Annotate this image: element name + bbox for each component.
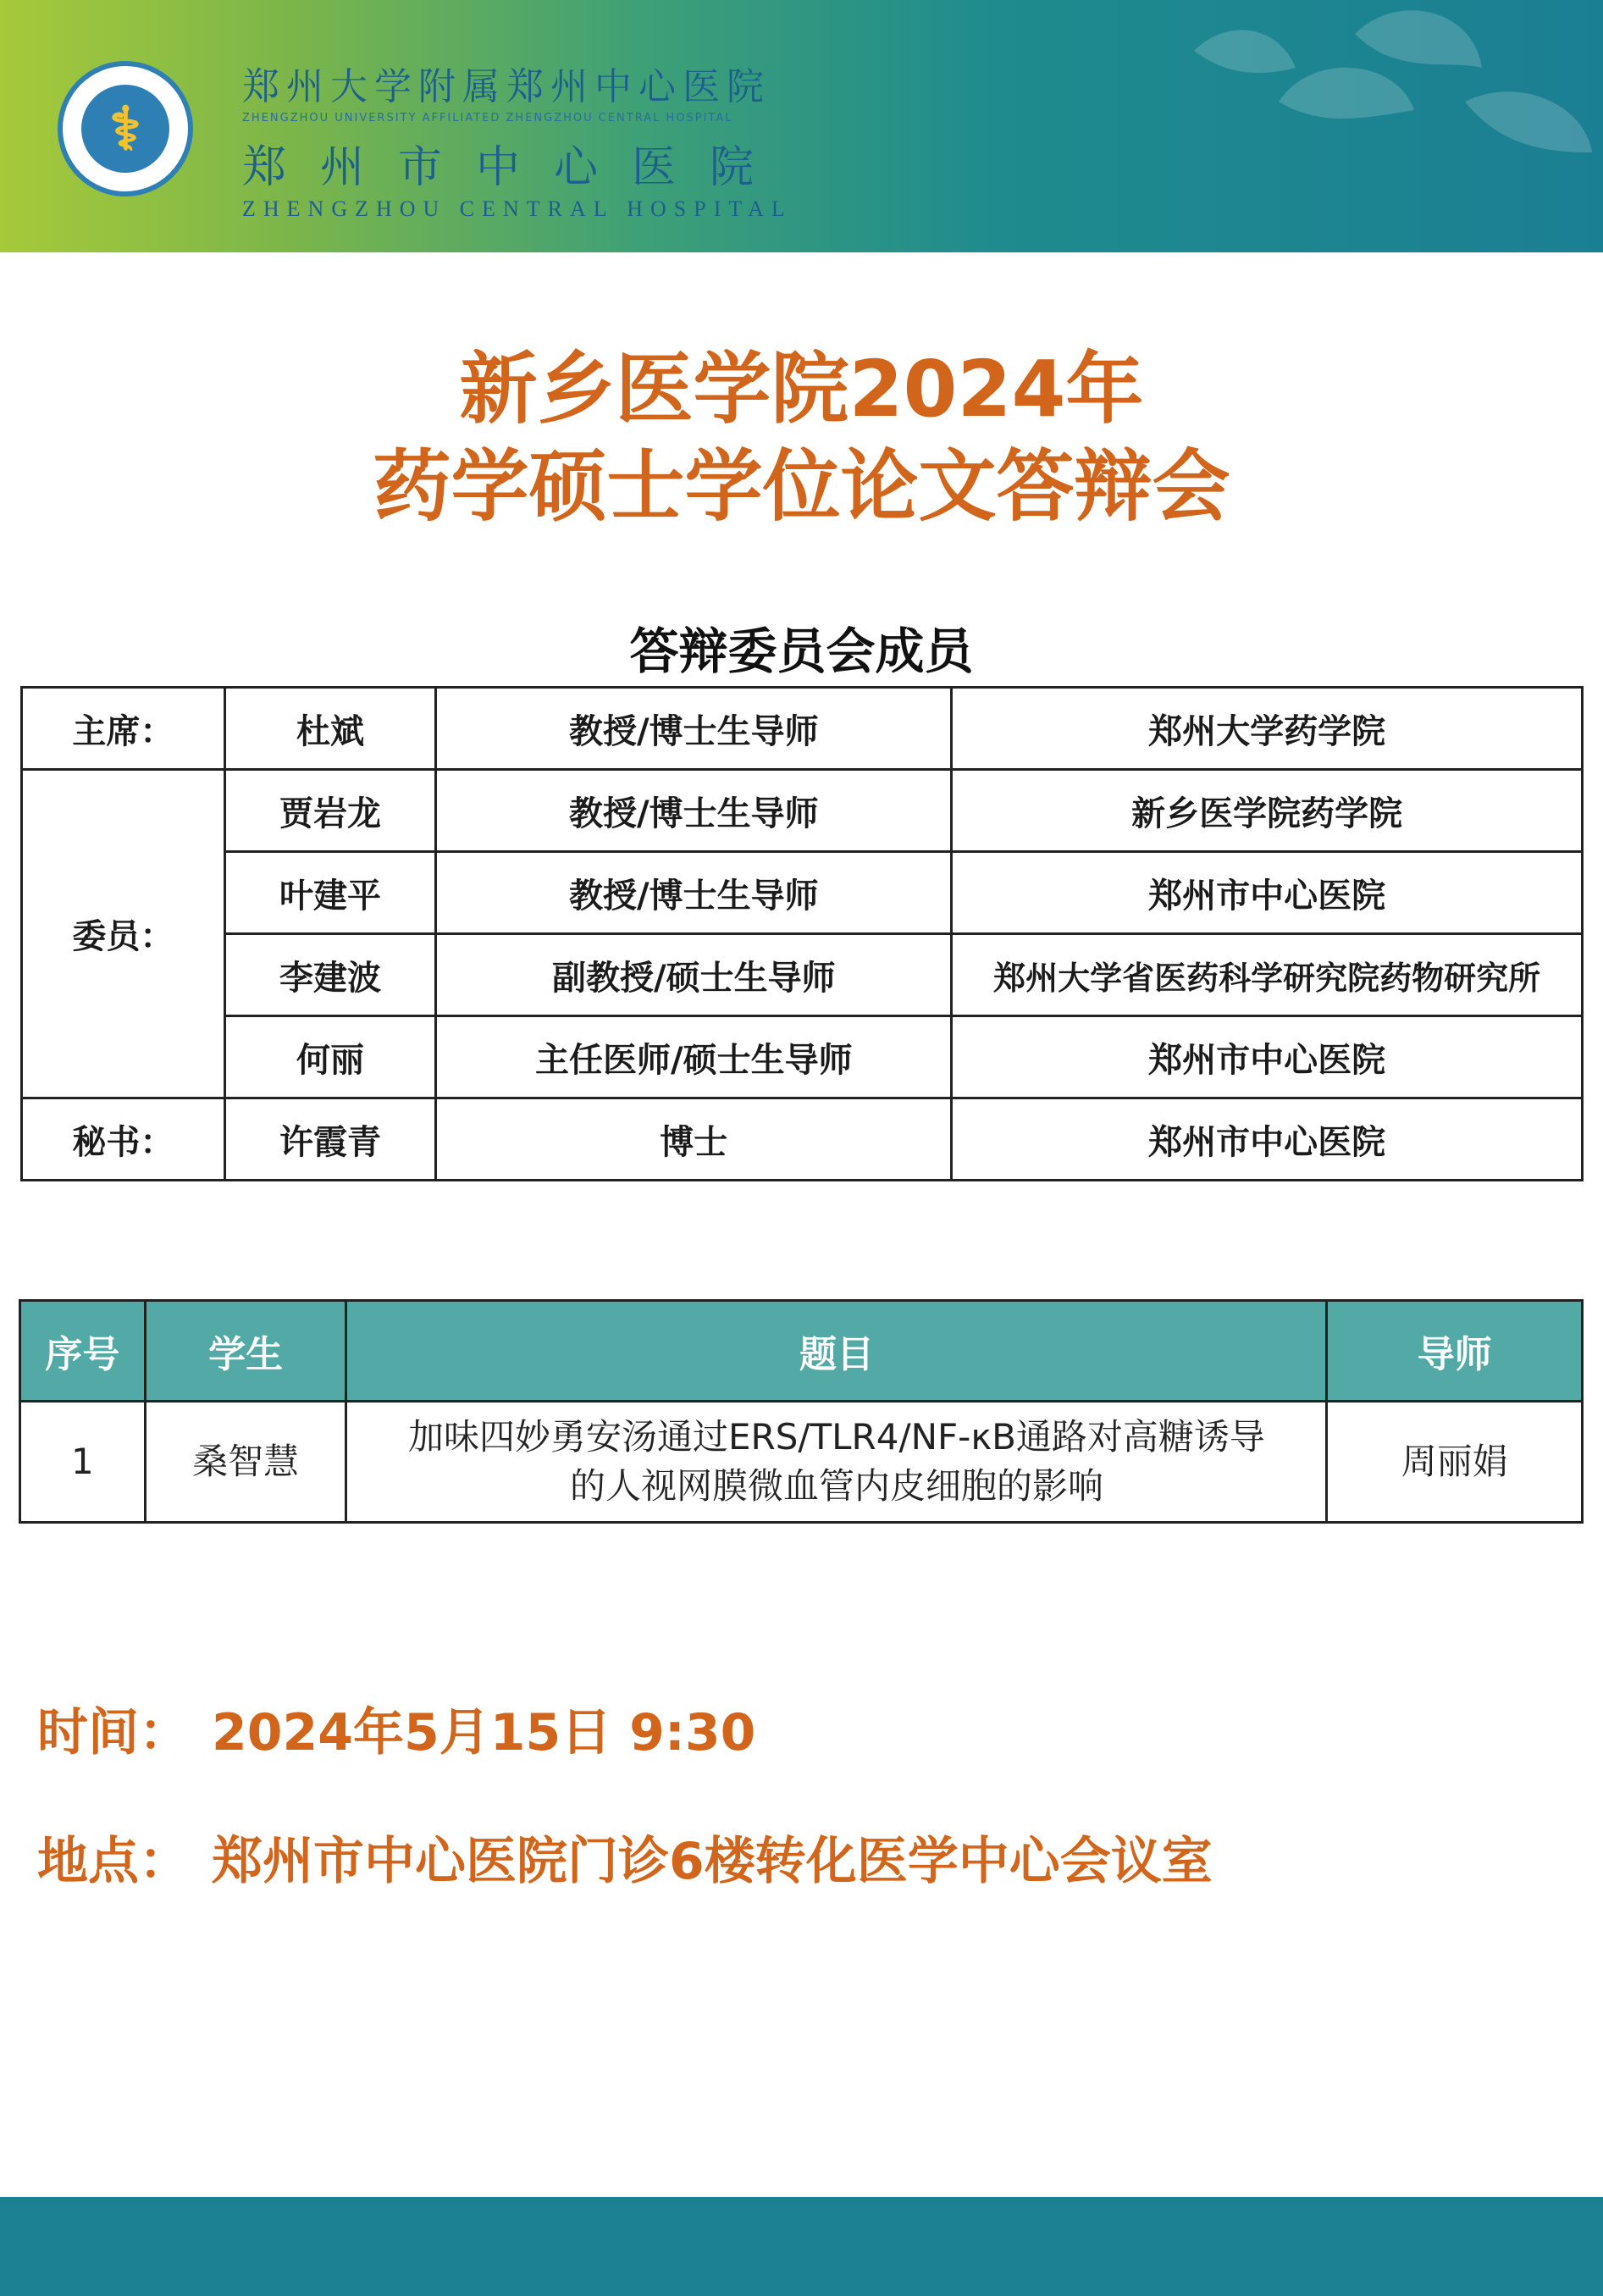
time-value: 2024年5月15日 9:30 xyxy=(212,1703,756,1762)
title-cell: 主任医师/硕士生导师 xyxy=(436,1016,952,1098)
committee-heading: 答辩委员会成员 xyxy=(629,622,974,680)
hospital-logo xyxy=(58,61,193,196)
name-cell: 贾岩龙 xyxy=(224,770,436,852)
footer-band xyxy=(0,2197,1603,2296)
name-cell: 杜斌 xyxy=(224,688,436,770)
place-value: 郑州市中心医院门诊6楼转化医学中心会议室 xyxy=(212,1832,1213,1891)
student-cell: 桑智慧 xyxy=(145,1402,346,1523)
committee-table xyxy=(20,686,1584,1181)
title-cell: 副教授/硕士生导师 xyxy=(436,934,952,1016)
table-row xyxy=(22,1098,1583,1181)
title-cell: 教授/博士生导师 xyxy=(436,770,952,852)
students-table xyxy=(19,1299,1584,1524)
topic-line-1: 加味四妙勇安汤通过ERS/TLR4/NF-κB通路对高糖诱导 xyxy=(407,1416,1265,1458)
header-topic: 题目 xyxy=(346,1301,1327,1402)
unit-cell: 郑州大学药学院 xyxy=(952,688,1583,770)
table-row xyxy=(22,852,1583,934)
role-cell: 委员： xyxy=(22,770,225,1098)
role-cell: 秘书： xyxy=(22,1098,225,1181)
name-cell: 何丽 xyxy=(224,1016,436,1098)
header-banner xyxy=(0,0,1603,252)
time-line xyxy=(37,1692,755,1765)
table-row xyxy=(22,770,1583,852)
hospital-affiliation-en: ZHENGZHOU UNIVERSITY AFFILIATED ZHENGZHOU CENTRAL HOSPITAL xyxy=(242,112,733,124)
advisor-cell: 周丽娟 xyxy=(1327,1402,1583,1523)
unit-cell: 郑州市中心医院 xyxy=(952,1098,1583,1181)
header-no: 序号 xyxy=(20,1301,146,1402)
title-line-1: 新乡医学院2024年 xyxy=(459,344,1144,434)
unit-cell: 新乡医学院药学院 xyxy=(952,770,1583,852)
caduceus-icon: ⚕ xyxy=(81,85,169,173)
time-label: 时间： xyxy=(37,1703,190,1762)
title-line-2: 药学硕士学位论文答辩会 xyxy=(373,441,1230,532)
topic-cell xyxy=(346,1402,1327,1523)
unit-cell: 郑州市中心医院 xyxy=(952,852,1583,934)
table-row xyxy=(22,934,1583,1016)
unit-cell: 郑州市中心医院 xyxy=(952,1016,1583,1098)
hospital-names xyxy=(242,56,793,222)
table-header-row xyxy=(20,1301,1583,1402)
table-row xyxy=(22,688,1583,770)
no-cell: 1 xyxy=(20,1402,146,1523)
place-line xyxy=(37,1821,1213,1894)
hospital-affiliation: 郑州大学附属郑州中心医院 xyxy=(242,65,771,108)
header-student: 学生 xyxy=(145,1301,346,1402)
topic-line-2: 的人视网膜微血管内皮细胞的影响 xyxy=(569,1465,1103,1507)
title-cell: 教授/博士生导师 xyxy=(436,852,952,934)
hospital-name-en: ZHENGZHOU CENTRAL HOSPITAL xyxy=(242,196,793,221)
magnolia-decoration xyxy=(804,0,1603,252)
table-row xyxy=(22,1016,1583,1098)
role-cell: 主席： xyxy=(22,688,225,770)
unit-cell: 郑州大学省医药科学研究院药物研究所 xyxy=(952,934,1583,1016)
name-cell: 李建波 xyxy=(224,934,436,1016)
hospital-name-cn: 郑州市中心医院 xyxy=(242,142,788,193)
title-cell: 教授/博士生导师 xyxy=(436,688,952,770)
name-cell: 许霞青 xyxy=(224,1098,436,1181)
header-advisor: 导师 xyxy=(1327,1301,1583,1402)
title-cell: 博士 xyxy=(436,1098,952,1181)
table-row xyxy=(20,1402,1583,1523)
name-cell: 叶建平 xyxy=(224,852,436,934)
place-label: 地点： xyxy=(37,1832,190,1891)
